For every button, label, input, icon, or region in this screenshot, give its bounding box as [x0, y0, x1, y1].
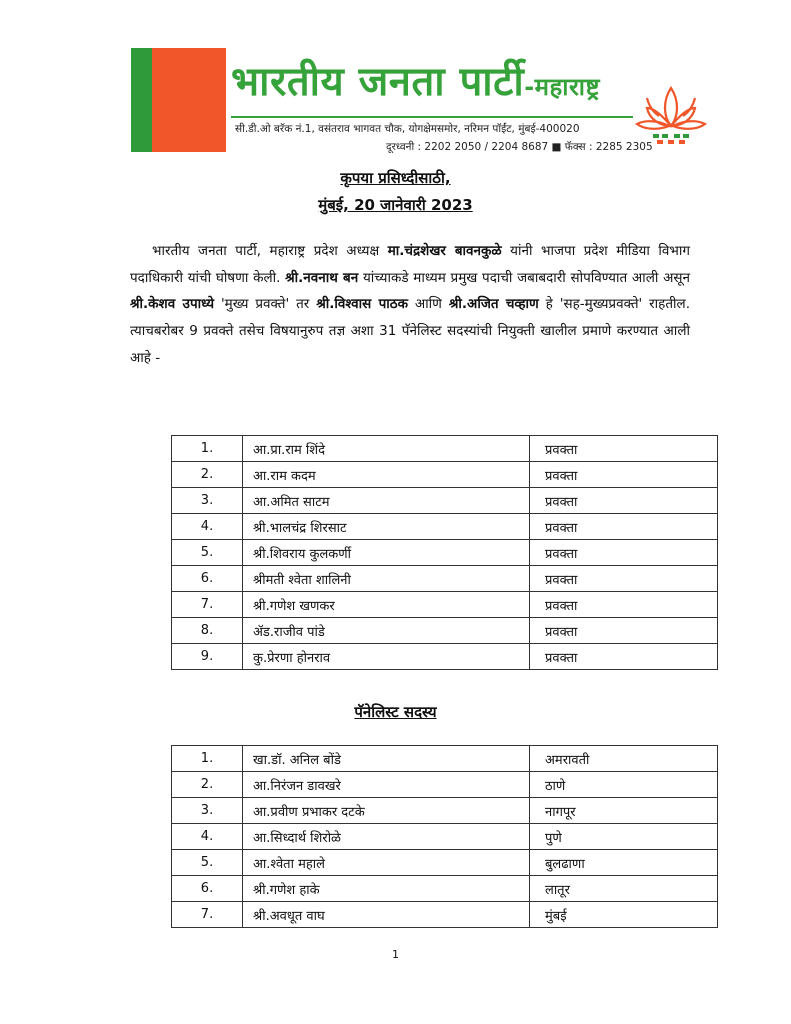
para-name-bawankule: मा.चंद्रशेखर बावनकुळे [387, 243, 502, 259]
member-name: आ.राम कदम [243, 462, 530, 488]
row-number: 2. [172, 772, 243, 798]
para-text-3: यांच्याकडे माध्यम प्रमुख पदाची जबाबदारी सोपविण्यात आली असून [358, 269, 690, 286]
announcement-paragraph [130, 238, 690, 372]
table-row [172, 772, 718, 798]
release-heading: कृपया प्रसिध्दीसाठी, [340, 169, 451, 187]
row-number: 1. [172, 746, 243, 772]
row-number: 4. [172, 824, 243, 850]
para-name-upadhye: श्री.केशव उपाध्ये [130, 296, 215, 313]
para-text-5: आणि [407, 296, 449, 313]
panelist-name: श्री.गणेश हाके [243, 876, 530, 902]
row-number: 5. [172, 850, 243, 876]
table-row [172, 592, 718, 618]
row-number: 3. [172, 488, 243, 514]
panelists-table [171, 745, 718, 928]
member-role: प्रवक्ता [530, 488, 718, 514]
row-number: 5. [172, 540, 243, 566]
row-number: 9. [172, 644, 243, 670]
member-name: ॲड.राजीव पांडे [243, 618, 530, 644]
panelist-name: आ.प्रवीण प्रभाकर दटके [243, 798, 530, 824]
party-state-suffix: -महाराष्ट्र [524, 73, 601, 101]
panelist-city: ठाणे [530, 772, 718, 798]
panelist-city: नागपूर [530, 798, 718, 824]
panelist-city: पुणे [530, 824, 718, 850]
party-name [231, 52, 600, 107]
page-number: 1 [392, 948, 399, 961]
panelist-city: मुंबई [530, 902, 718, 928]
member-name: श्री.शिवराय कुलकर्णी [243, 540, 530, 566]
member-name: श्री.गणेश खणकर [243, 592, 530, 618]
table-row [172, 902, 718, 928]
table-row [172, 462, 718, 488]
member-role: प्रवक्ता [530, 566, 718, 592]
row-number: 4. [172, 514, 243, 540]
member-role: प्रवक्ता [530, 514, 718, 540]
panelist-name: श्री.अवधूत वाघ [243, 902, 530, 928]
flag-saffron-block [152, 48, 226, 152]
row-number: 7. [172, 592, 243, 618]
para-text-1: भारतीय जनता पार्टी, महाराष्ट्र प्रदेश अध्यक्ष [152, 243, 388, 259]
member-role: प्रवक्ता [530, 540, 718, 566]
office-address: सी.डी.ओ बरॅक नं.1, वसंतराव भागवत चौक, योगक्षेमसमोर, नरिमन पॉईंट, मुंबई-400020 [235, 123, 580, 135]
member-name: श्रीमती श्वेता शालिनी [243, 566, 530, 592]
letterhead [131, 48, 711, 152]
row-number: 6. [172, 876, 243, 902]
table-row [172, 618, 718, 644]
panelist-name: आ.निरंजन डावखरे [243, 772, 530, 798]
row-number: 1. [172, 436, 243, 462]
member-name: आ.अमित साटम [243, 488, 530, 514]
release-date: मुंबई, 20 जानेवारी 2023 [318, 196, 473, 214]
panelist-name: खा.डॉ. अनिल बोंडे [243, 746, 530, 772]
para-text-2: यांनी भाजपा प्रदेश मीडिया विभाग पदाधिकारी यांची घोषणा केली. [130, 243, 690, 286]
table-row [172, 824, 718, 850]
para-name-ban: श्री.नवनाथ बन [285, 269, 359, 286]
row-number: 6. [172, 566, 243, 592]
member-name: श्री.भालचंद्र शिरसाट [243, 514, 530, 540]
para-name-pathak: श्री.विश्वास पाठक [316, 296, 408, 313]
table-row [172, 488, 718, 514]
spokespersons-table [171, 435, 718, 670]
office-phone: दूरध्वनी : 2202 2050 / 2204 8687 ■ फॅक्स : 2285 2305 [386, 141, 653, 153]
table-row [172, 644, 718, 670]
panelist-city: अमरावती [530, 746, 718, 772]
table-row [172, 876, 718, 902]
para-name-chavan: श्री.अजित चव्हाण [448, 296, 539, 313]
lotus-logo-icon [633, 78, 709, 152]
panelist-city: लातूर [530, 876, 718, 902]
table-row [172, 566, 718, 592]
panelist-name: आ.सिध्दार्थ शिरोळे [243, 824, 530, 850]
panelist-name: आ.श्वेता महाले [243, 850, 530, 876]
member-role: प्रवक्ता [530, 436, 718, 462]
letterhead-rule [231, 116, 633, 118]
table-row [172, 436, 718, 462]
table-row [172, 798, 718, 824]
para-text-6: हे 'सह-मुख्यप्रवक्ते' राहतील. त्याचबरोबर 9 प्रवक्ते तसेच विषयानुरुप तज्ञ अशा 31 पॅनेलिस्ट सदस्यांची नियुक्ती खालील प्रमाणे करण्यात आली आहे - [130, 296, 690, 366]
row-number: 7. [172, 902, 243, 928]
table-row [172, 746, 718, 772]
panelist-city: बुलढाणा [530, 850, 718, 876]
party-name-main: भारतीय जनता पार्टी [231, 59, 525, 105]
panelists-heading: पॅनेलिस्ट सदस्य [354, 703, 437, 721]
para-text-4: 'मुख्य प्रवक्ते' तर [214, 296, 317, 313]
row-number: 2. [172, 462, 243, 488]
row-number: 8. [172, 618, 243, 644]
table-row [172, 514, 718, 540]
table-row [172, 540, 718, 566]
member-role: प्रवक्ता [530, 644, 718, 670]
member-role: प्रवक्ता [530, 462, 718, 488]
member-role: प्रवक्ता [530, 618, 718, 644]
member-name: कु.प्रेरणा होनराव [243, 644, 530, 670]
row-number: 3. [172, 798, 243, 824]
table-row [172, 850, 718, 876]
member-role: प्रवक्ता [530, 592, 718, 618]
flag-green-stripe [131, 48, 152, 152]
member-name: आ.प्रा.राम शिंदे [243, 436, 530, 462]
